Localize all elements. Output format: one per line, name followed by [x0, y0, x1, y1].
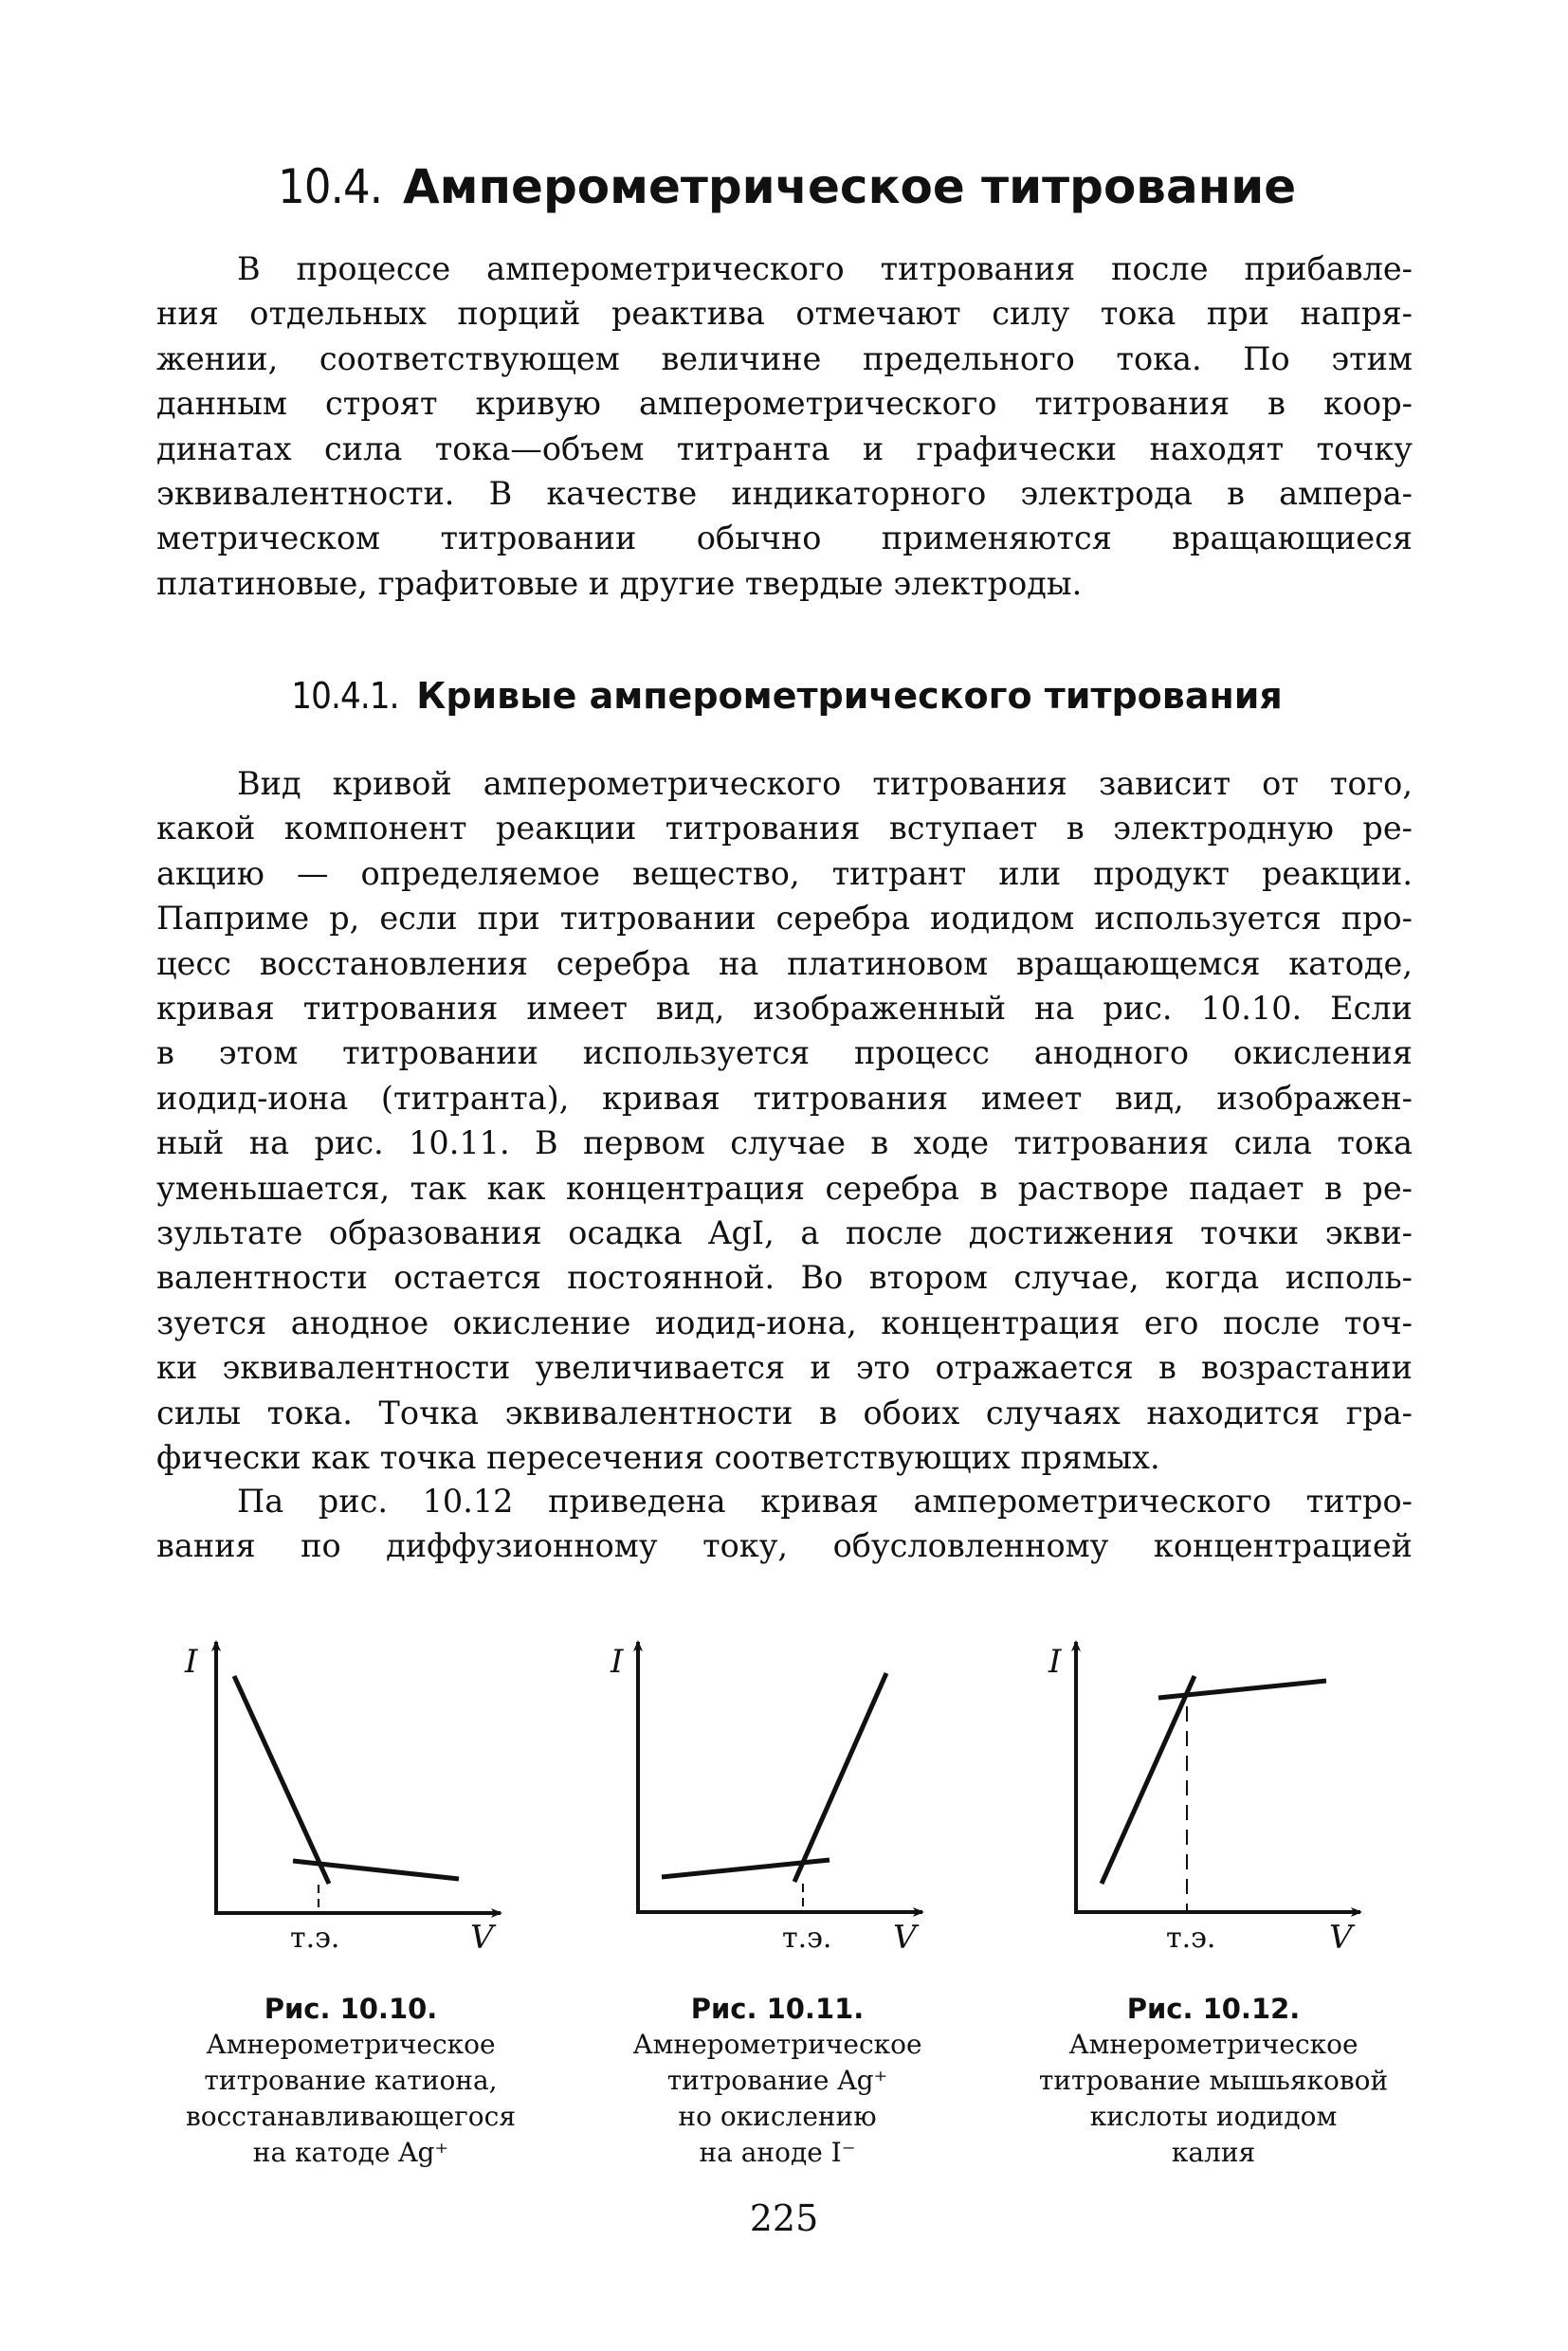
- text-line: фически как точка пересечения соответствующих прямых.: [156, 1439, 1160, 1477]
- y-axis-label: I: [1048, 1643, 1062, 1681]
- text-line: эквивалентности. В качестве индикаторного электрода в ампера-: [156, 475, 1413, 513]
- figure-10-12: [0, 1612, 1403, 1977]
- subsection-paragraph-2: [156, 1479, 1413, 1569]
- plateau-line: [1158, 1681, 1326, 1698]
- caption-line: но окислению: [678, 2101, 877, 2132]
- figure-number: Рис. 10.11.: [690, 1993, 865, 2025]
- text-line: кривая титрования имеет вид, изображенный на рис. 10.10. Если: [156, 990, 1413, 1028]
- x-axis-label: V: [470, 1919, 494, 1957]
- text-line: Паприме р, если при титровании серебра иодидом используется про-: [156, 900, 1413, 938]
- text-line: цесс восстановления серебра на платиновом вращающемся катоде,: [156, 944, 1413, 982]
- text-line: какой компонент реакции титрования вступает в электродную ре-: [156, 810, 1413, 847]
- equivalence-label: т.э.: [782, 1922, 832, 1955]
- text-line: динатах сила тока—объем титранта и графически находят точку: [156, 429, 1413, 467]
- text-line: силы тока. Точка эквивалентности в обоих случаях находится гра-: [156, 1394, 1413, 1431]
- text-line: платиновые, графитовые и другие твердые электроды.: [156, 564, 1083, 602]
- section-paragraph: [156, 246, 1413, 606]
- caption-line: титрование катиона,: [204, 2065, 498, 2096]
- text-line: зультате образования осадка AgI, а после достижения точки экви-: [156, 1214, 1413, 1252]
- caption-line: титрование мышьяковой: [1038, 2065, 1389, 2096]
- text-line: Вид кривой амперометрического титрования зависит от того,: [237, 765, 1413, 802]
- equivalence-label: т.э.: [290, 1922, 340, 1955]
- text-line: ный на рис. 10.11. В первом случае в ходе титрования сила тока: [156, 1124, 1413, 1162]
- figure-number: Рис. 10.10.: [264, 1993, 438, 2025]
- rising-line: [1102, 1676, 1194, 1884]
- caption-line: калия: [1171, 2137, 1256, 2168]
- text-line: вания по диффузионному току, обусловленному концентрацией: [156, 1527, 1413, 1565]
- text-line: в этом титровании используется процесс анодного окисления: [156, 1034, 1413, 1072]
- x-axis-label: V: [1329, 1919, 1353, 1957]
- caption-line: на катоде Ag⁺: [252, 2137, 449, 2168]
- text-line: данным строят кривую амперометрического титрования в коор-: [156, 385, 1413, 423]
- section-heading: [0, 159, 1568, 214]
- chart-10-12: [0, 1612, 1403, 1972]
- text-line: валентности остается постоянной. Во втором случае, когда исполь-: [156, 1259, 1413, 1297]
- subsection-paragraph: [156, 761, 1413, 1481]
- caption-line: кислоты иодидом: [1089, 2101, 1338, 2132]
- caption-10-12: [1005, 1991, 1422, 2171]
- text-line: В процессе амперометрического титрования после прибавле-: [237, 250, 1413, 287]
- y-axis-label: I: [611, 1643, 624, 1681]
- text-line: уменьшается, так как концентрация серебра в растворе падает в ре-: [156, 1169, 1413, 1207]
- caption-line: Амнерометрическое: [1068, 2029, 1358, 2060]
- subsection-title: Кривые амперометрического титрования: [416, 675, 1283, 717]
- section-title: Амперометрическое титрование: [402, 159, 1297, 214]
- caption-line: восстанавливающегося: [185, 2101, 517, 2132]
- section-number: 10.4.: [277, 159, 382, 214]
- y-axis-label: I: [185, 1643, 198, 1681]
- subsection-number: 10.4.1.: [291, 675, 399, 717]
- equivalence-label: т.э.: [1166, 1922, 1216, 1955]
- text-line: акцию — определяемое вещество, титрант или продукт реакции.: [156, 854, 1413, 892]
- caption-line: на аноде I⁻: [699, 2137, 856, 2168]
- text-line: Па рис. 10.12 приведена кривая амперометрического титро-: [237, 1483, 1413, 1520]
- caption-line: титрование Ag⁺: [666, 2065, 888, 2096]
- text-line: метрическом титровании обычно применяются вращающиеся: [156, 519, 1413, 557]
- text-line: иодид-иона (титранта), кривая титрования имеет вид, изображен-: [156, 1079, 1413, 1117]
- caption-line: Амнерометрическое: [632, 2029, 922, 2060]
- x-axis-label: V: [893, 1919, 917, 1957]
- caption-10-10: [161, 1991, 540, 2171]
- subsection-heading: [0, 675, 1568, 717]
- text-line: ки эквивалентности увеличивается и это отражается в возрастании: [156, 1349, 1413, 1387]
- text-line: жении, соответствующем величине предельного тока. По этим: [156, 339, 1413, 377]
- text-line: зуется анодное окисление иодид-иона, концентрация его после точ-: [156, 1303, 1413, 1341]
- page-number: 225: [749, 2197, 819, 2239]
- figure-number: Рис. 10.12.: [1126, 1993, 1301, 2025]
- caption-line: Амнерометрическое: [206, 2029, 496, 2060]
- caption-10-11: [597, 1991, 957, 2171]
- text-line: ния отдельных порций реактива отмечают силу тока при напря-: [156, 295, 1413, 333]
